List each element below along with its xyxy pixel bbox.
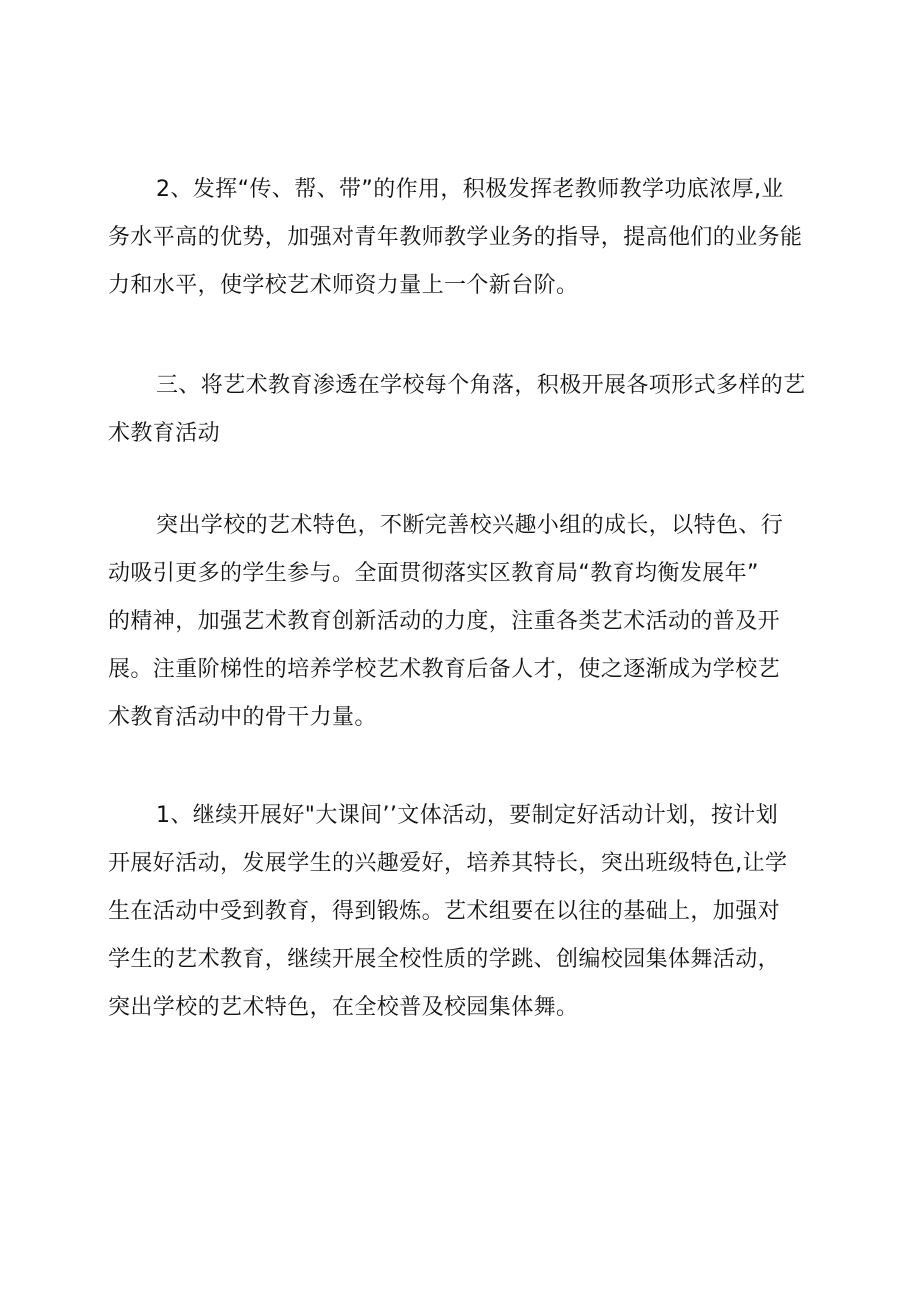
paragraph-line: 突出学校的艺术特色，在全校普及校园集体舞。 — [108, 995, 579, 1020]
paragraph-line: 2、发挥“传、帮、带”的作用，积极发挥老教师教学功底浓厚,业 — [156, 177, 784, 202]
paragraph-line: 力和水平，使学校艺术师资力量上一个新台阶。 — [108, 273, 579, 298]
paragraph-big-break-activities — [108, 792, 824, 1032]
paragraph-art-features — [108, 502, 824, 742]
paragraph-line: 突出学校的艺术特色，不断完善校兴趣小组的成长，以特色、行 — [156, 513, 784, 538]
paragraph-line: 的精神，加强艺术教育创新活动的力度，注重各类艺术活动的普及开 — [108, 609, 781, 634]
paragraph-line: 开展好活动，发展学生的兴趣爱好，培养其特长，突出班级特色,让学 — [108, 851, 788, 876]
heading-line: 三、将艺术教育渗透在学校每个角落，积极开展各项形式多样的艺 — [156, 373, 806, 398]
paragraph-line: 生在活动中受到教育，得到锻炼。艺术组要在以往的基础上，加强对 — [108, 899, 781, 924]
paragraph-line: 务水平高的优势，加强对青年教师教学业务的指导，提高他们的业务能 — [108, 225, 803, 250]
heading-line: 术教育活动 — [108, 421, 221, 446]
paragraph-line: 学生的艺术教育，继续开展全校性质的学跳、创编校园集体舞活动， — [108, 947, 781, 972]
paragraph-line: 术教育活动中的骨干力量。 — [108, 705, 377, 730]
paragraph-line: 动吸引更多的学生参与。全面贯彻落实区教育局“教育均衡发展年” — [108, 561, 759, 586]
section-heading-art-education — [108, 362, 824, 458]
paragraph-line: 展。注重阶梯性的培养学校艺术教育后备人才，使之逐渐成为学校艺 — [108, 657, 781, 682]
paragraph-line: 1、继续开展好"大课间’’文体活动，要制定好活动计划，按计划 — [156, 803, 779, 828]
paragraph-teacher-mentoring — [108, 166, 824, 310]
